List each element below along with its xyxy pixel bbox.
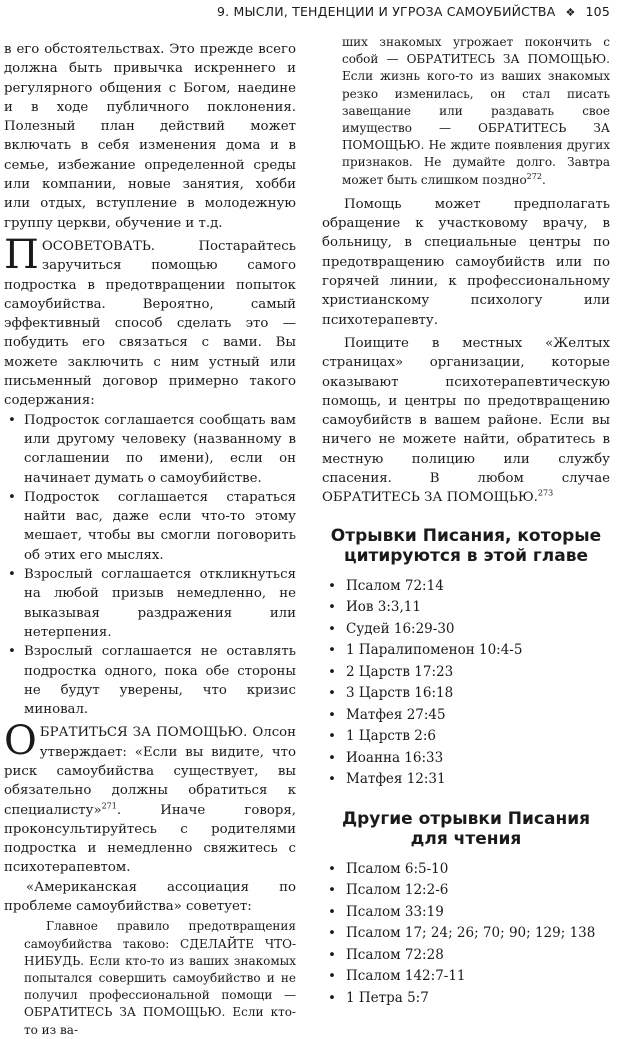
list-item: • Взрослый соглашается не оставлять подростка одного, пока обе стороны не будут уверены, что кризис миновал. <box>24 642 296 719</box>
paragraph: в его обстоятельствах. Это прежде всего должна быть привычка искреннего и регулярного общения с Богом, наедине и в ходе публичного поклонения. Полезный план действий может включать в себя изменения дома и в семье, избежание определенной среды или компании, новые занятия, хобби или отдых, вступление в молодежную группу церкви, обучение и т.д. <box>4 42 296 231</box>
lead-in: БРАТИТЬСЯ ЗА ПОМОЩЬЮ. <box>39 725 248 741</box>
paragraph-text: Постарайтесь заручиться помощью самого подростка в предотвращении попыток самоубийства. Вероятно, самый эффективный способ сделать это — побудить его связаться с вами. Вы можете заключить с ним устный или письменный договор примерно такого содержания: <box>4 238 296 409</box>
list-item: • 1 Царств 2:6 <box>346 726 610 748</box>
list-item: • Матфея 12:31 <box>346 769 610 791</box>
list-item: • Псалом 6:5-10 <box>346 859 610 881</box>
footnote-ref: 272 <box>526 171 542 181</box>
paragraph-text: Олсон утверждает: «Если вы видите, что риск самоубийства существует, вы обязательно должны обратиться к специалисту» <box>4 725 297 818</box>
paragraph: Поищите в местных «Желтых страницах» организации, которые оказывают психотерапевтическую помощь, и центры по предотвращению самоубийств в вашем районе. Если вы ничего не можете найти, обратитесь в местную полицию или службу спасения. В любом случае ОБРАТИТЕСЬ ЗА ПОМОЩЬЮ.$^{273}$ <box>322 335 610 506</box>
list-item: • Взрослый соглашается откликнуться на любой призыв немедленно, не выказывая раздражения или нетерпения. <box>24 565 296 642</box>
further-reading-list <box>322 859 610 1010</box>
list-item: • 3 Царств 16:18 <box>346 683 610 705</box>
list-item: • Псалом 33:19 <box>346 902 610 924</box>
paragraph-encourage <box>4 231 296 411</box>
right-column <box>322 35 610 1009</box>
ornament-icon: ❖ <box>565 6 576 19</box>
paragraph-text: . Иначе говоря, проконсультируйтесь с родителями подростка и немедленно свяжитесь с психотерапевтом. <box>4 802 296 876</box>
running-header <box>0 4 610 24</box>
lead-in: ОСОВЕТОВАТЬ. <box>41 238 156 254</box>
list-item: • 1 Петра 5:7 <box>346 988 610 1010</box>
chapter-title: 9. МЫСЛИ, ТЕНДЕНЦИИ И УГРОЗА САМОУБИЙСТВА <box>216 4 556 19</box>
list-item: • Псалом 72:28 <box>346 945 610 967</box>
drop-cap: О <box>4 718 37 765</box>
agreement-list <box>4 411 296 720</box>
left-column <box>4 40 296 1039</box>
block-quote-continued: ших знакомых угрожает покончить с собой — ОБРАТИТЕСЬ ЗА ПОМОЩЬЮ. Если жизнь кого-то из ваших знакомых резко изменилась, он стал писать завещание или раздавать свое имущество — ОБРАТИТЕСЬ ЗА ПОМОЩЬЮ. Не ждите появления других признаков. Не думайте долго. Завтра может быть слишком поздно$^{272}$. <box>342 35 610 187</box>
footnote-ref: 271 <box>101 801 117 811</box>
list-item: • Подросток соглашается стараться найти вас, даже если что-то этому мешает, чтобы вы смогли поговорить об этих его мыслях. <box>24 488 296 565</box>
drop-cap: П <box>4 231 39 278</box>
paragraph: «Американская ассоциация по проблеме самоубийства» советует: <box>4 879 296 915</box>
list-item: • Иоанна 16:33 <box>346 748 610 770</box>
scripture-list <box>322 576 610 791</box>
paragraph: Помощь может предполагать обращение к участковому врачу, в больницу, в специальные центры по предотвращению самоубийств или по горячей линии, к профессиональному христианскому психологу или психотерапевту. <box>322 196 610 328</box>
list-item: • Псалом 72:14 <box>346 576 610 598</box>
list-item: • 1 Паралипоменон 10:4-5 <box>346 640 610 662</box>
list-item: • Псалом 12:2-6 <box>346 880 610 902</box>
list-item: • Подросток соглашается сообщать вам или другому человеку (названному в соглашении по имени), если он начинает думать о самоубийстве. <box>24 411 296 488</box>
list-item: • Псалом 17; 24; 26; 70; 90; 129; 138 <box>346 923 610 945</box>
paragraph-refer <box>4 718 297 877</box>
list-item: • Псалом 142:7-11 <box>346 966 610 988</box>
list-item: • 2 Царств 17:23 <box>346 662 610 684</box>
footnote-ref: 273 <box>537 488 554 498</box>
section-heading: Другие отрывки Писания для чтения <box>341 808 591 849</box>
list-item: • Иов 3:3,11 <box>346 597 610 619</box>
list-item: • Матфея 27:45 <box>346 705 610 727</box>
section-heading: Отрывки Писания, которые цитируются в этой главе <box>330 525 602 566</box>
block-quote: Главное правило предотвращения самоубийства таково: СДЕЛАЙТЕ ЧТО-НИБУДЬ. Если кто-то из ваших знакомых попытался совершить самоубийство и не получил профессиональной помощи — ОБРАТИТЕСЬ ЗА ПОМОЩЬЮ. Если кто-то из ва- <box>24 919 296 1037</box>
page-number: 105 <box>585 4 610 19</box>
list-item: • Судей 16:29-30 <box>346 619 610 641</box>
